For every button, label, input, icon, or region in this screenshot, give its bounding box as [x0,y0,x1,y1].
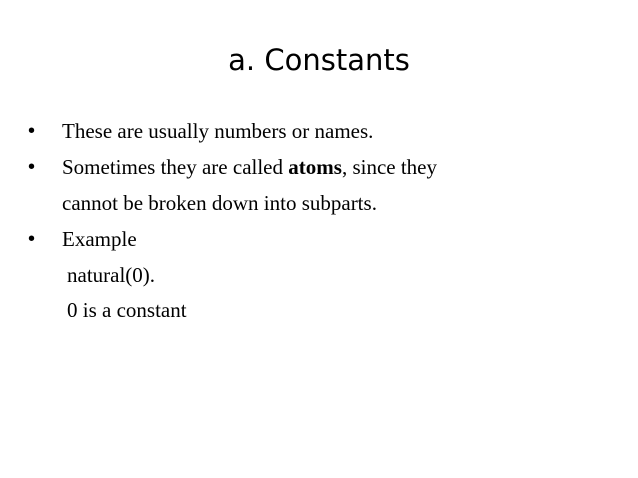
bullet-marker: • [28,228,36,250]
bullet-text-atoms-after: , since they [341,155,437,179]
bullet-text-atoms [62,155,437,179]
example-explanation-line: 0 is a constant [67,298,187,322]
bullet-text-atoms-continuation: cannot be broken down into subparts. [62,191,377,215]
bullet-text-example: Example [62,227,137,251]
slide-title: a. Constants [228,43,410,77]
bullet-marker: • [28,120,36,142]
bullet-marker: • [28,156,36,178]
atoms-term: atoms [288,155,342,179]
bullet-text-atoms-before: Sometimes they are called [62,155,289,179]
bullet-text-numbers-or-names: These are usually numbers or names. [62,119,374,143]
example-code-line: natural(0). [67,263,156,287]
